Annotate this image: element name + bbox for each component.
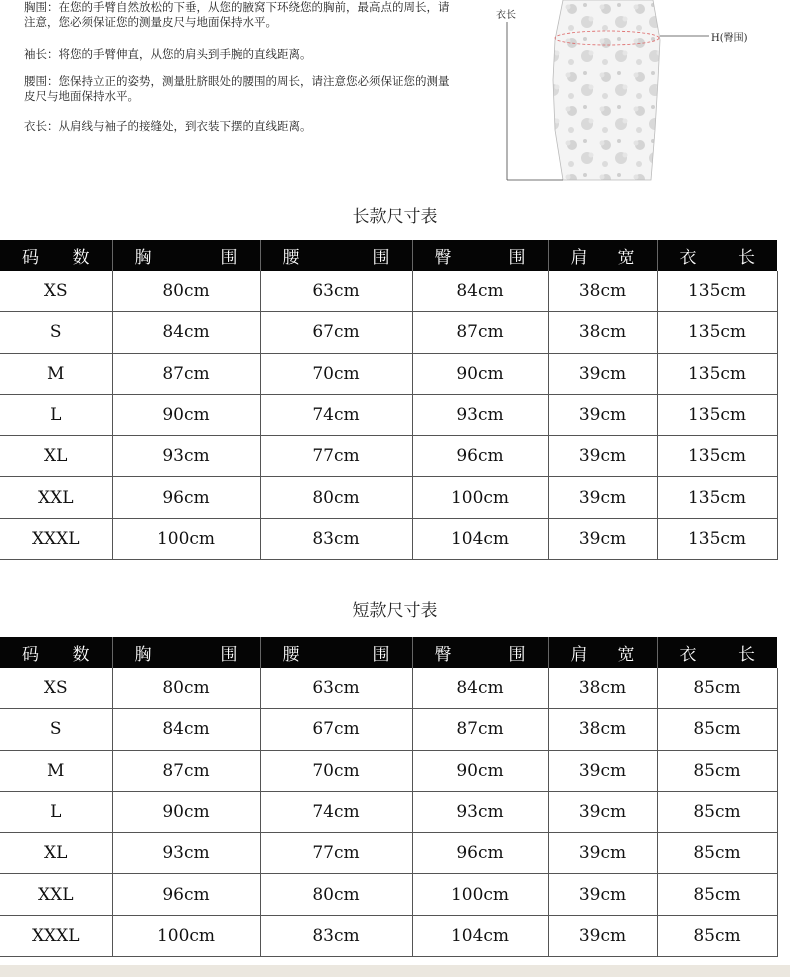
long-table-cell: XL xyxy=(0,436,112,477)
short-table-cell: 85cm xyxy=(657,791,777,832)
long-header-label xyxy=(0,243,112,268)
short-table-cell: M xyxy=(0,750,112,791)
short-header-char: 围 xyxy=(372,645,390,665)
long-table-cell: 100cm xyxy=(112,518,260,559)
short-table-cell: 38cm xyxy=(548,668,657,709)
short-table-cell: 83cm xyxy=(260,915,412,956)
short-table-cell: 38cm xyxy=(548,709,657,750)
long-table-cell: 39cm xyxy=(548,518,657,559)
long-table-cell: 90cm xyxy=(112,394,260,435)
long-table-cell: 93cm xyxy=(412,394,548,435)
long-header-label xyxy=(261,243,412,268)
short-table-cell: 39cm xyxy=(548,833,657,874)
short-table-row xyxy=(0,791,777,832)
long-table-cell: 80cm xyxy=(260,477,412,518)
long-table-cell: 39cm xyxy=(548,436,657,477)
long-table-cell: 39cm xyxy=(548,477,657,518)
short-table-cell: 93cm xyxy=(412,791,548,832)
long-header-char: 数 xyxy=(72,248,90,268)
short-header-cell xyxy=(657,637,777,668)
short-table-cell: 85cm xyxy=(657,833,777,874)
short-header-char: 宽 xyxy=(617,645,635,665)
short-header-cell xyxy=(260,637,412,668)
long-table-row xyxy=(0,477,777,518)
short-table-cell: 96cm xyxy=(112,874,260,915)
short-header-char: 衣 xyxy=(679,645,697,665)
short-table-row xyxy=(0,709,777,750)
short-header-cell xyxy=(412,637,548,668)
short-table-cell: XXXL xyxy=(0,915,112,956)
long-size-table xyxy=(0,240,778,560)
long-table-title: 长款尺寸表 xyxy=(352,207,438,227)
short-header-char: 臀 xyxy=(434,645,452,665)
long-table-cell: XS xyxy=(0,271,112,312)
long-table-cell: 104cm xyxy=(412,518,548,559)
long-header-char: 围 xyxy=(220,248,238,268)
short-table-header xyxy=(0,637,777,668)
long-header-char: 围 xyxy=(508,248,526,268)
long-table-cell: 77cm xyxy=(260,436,412,477)
short-header-cell xyxy=(112,637,260,668)
short-table-cell: 100cm xyxy=(412,874,548,915)
long-header-cell xyxy=(548,240,657,271)
short-table-title: 短款尺寸表 xyxy=(352,601,438,621)
long-table-cell: 135cm xyxy=(657,394,777,435)
long-header-label xyxy=(549,243,657,268)
short-table-row xyxy=(0,750,777,791)
long-table-cell: 63cm xyxy=(260,271,412,312)
long-header-char: 宽 xyxy=(617,248,635,268)
dress-measurement-figure xyxy=(495,0,775,190)
long-table-cell: 38cm xyxy=(548,312,657,353)
short-table-cell: 63cm xyxy=(260,668,412,709)
long-table-cell: 83cm xyxy=(260,518,412,559)
long-header-label xyxy=(113,243,260,268)
long-table-cell: 67cm xyxy=(260,312,412,353)
short-header-label xyxy=(0,640,112,665)
long-header-char: 围 xyxy=(372,248,390,268)
long-table-cell: 96cm xyxy=(112,477,260,518)
long-header-cell xyxy=(112,240,260,271)
short-table-body xyxy=(0,668,777,957)
short-header-char: 胸 xyxy=(134,645,152,665)
short-table-cell: 80cm xyxy=(260,874,412,915)
long-table-cell: 87cm xyxy=(112,353,260,394)
long-table-cell: 96cm xyxy=(412,436,548,477)
short-table-cell: XL xyxy=(0,833,112,874)
long-header-cell xyxy=(412,240,548,271)
long-table-cell: 74cm xyxy=(260,394,412,435)
long-table-cell: 90cm xyxy=(412,353,548,394)
short-table-cell: 87cm xyxy=(412,709,548,750)
long-table-row xyxy=(0,271,777,312)
short-header-cell xyxy=(0,637,112,668)
short-header-char: 数 xyxy=(72,645,90,665)
short-header-label xyxy=(658,640,778,665)
chest-instruction xyxy=(24,0,454,30)
short-table-cell: 96cm xyxy=(412,833,548,874)
short-table-row xyxy=(0,668,777,709)
short-header-char: 长 xyxy=(738,645,755,665)
waist-instruction-text: 腰围：您保持立正的姿势，测量肚脐眼处的腰围的周长，请注意您必须保证您的测量皮尺与地面保持水平。 xyxy=(24,74,450,103)
long-table-cell: 38cm xyxy=(548,271,657,312)
long-table-cell: 87cm xyxy=(412,312,548,353)
long-header-cell xyxy=(260,240,412,271)
short-size-table xyxy=(0,637,778,957)
long-header-char: 胸 xyxy=(134,248,152,268)
sleeve-instruction xyxy=(24,47,454,62)
long-header-label xyxy=(658,243,778,268)
length-label: 衣长 xyxy=(496,10,516,21)
chest-instruction-text: 胸围：在您的手臂自然放松的下垂，从您的腋窝下环绕您的胸前，最高点的周长，请注意，您必须保证您的测量皮尺与地面保持水平。 xyxy=(24,0,450,29)
long-table-row xyxy=(0,518,777,559)
long-table-cell: XXL xyxy=(0,477,112,518)
long-header-cell xyxy=(0,240,112,271)
long-table-cell: S xyxy=(0,312,112,353)
short-table-cell: 90cm xyxy=(112,791,260,832)
long-table-cell: 135cm xyxy=(657,271,777,312)
short-header-char: 腰 xyxy=(282,645,300,665)
short-table-cell: 39cm xyxy=(548,874,657,915)
long-header-cell xyxy=(657,240,777,271)
short-header-char: 围 xyxy=(508,645,526,665)
long-table-row xyxy=(0,436,777,477)
short-table-cell: 85cm xyxy=(657,668,777,709)
long-table-row xyxy=(0,394,777,435)
long-table-cell: 93cm xyxy=(112,436,260,477)
short-table-cell: 84cm xyxy=(112,709,260,750)
long-table-cell: L xyxy=(0,394,112,435)
waist-instruction xyxy=(24,74,454,104)
long-header-label xyxy=(413,243,548,268)
long-table-cell: 135cm xyxy=(657,518,777,559)
long-header-char: 衣 xyxy=(679,248,697,268)
long-header-char: 长 xyxy=(738,248,755,268)
long-table-cell: 135cm xyxy=(657,353,777,394)
short-table-cell: 85cm xyxy=(657,709,777,750)
short-table-cell: 100cm xyxy=(112,915,260,956)
short-header-label xyxy=(549,640,657,665)
short-header-label xyxy=(413,640,548,665)
long-table-row xyxy=(0,312,777,353)
long-table-cell: 39cm xyxy=(548,353,657,394)
long-header-char: 肩 xyxy=(570,248,588,268)
long-table-cell: 70cm xyxy=(260,353,412,394)
long-table-cell: 100cm xyxy=(412,477,548,518)
short-header-char: 码 xyxy=(22,645,39,665)
short-table-cell: 80cm xyxy=(112,668,260,709)
short-table-row xyxy=(0,833,777,874)
short-table-cell: 84cm xyxy=(412,668,548,709)
long-table-cell: 39cm xyxy=(548,394,657,435)
short-table-cell: 104cm xyxy=(412,915,548,956)
long-header-char: 码 xyxy=(22,248,39,268)
short-table-cell: 85cm xyxy=(657,750,777,791)
long-table-cell: 84cm xyxy=(112,312,260,353)
short-table-cell: 77cm xyxy=(260,833,412,874)
short-table-cell: 39cm xyxy=(548,791,657,832)
short-table-cell: 70cm xyxy=(260,750,412,791)
short-table-cell: 85cm xyxy=(657,915,777,956)
long-table-cell: M xyxy=(0,353,112,394)
short-header-cell xyxy=(548,637,657,668)
short-table-cell: XXL xyxy=(0,874,112,915)
long-table-cell: 135cm xyxy=(657,436,777,477)
long-header-char: 腰 xyxy=(282,248,300,268)
sleeve-instruction-text: 袖长：将您的手臂伸直，从您的肩头到手腕的直线距离。 xyxy=(24,47,312,61)
long-table-cell: XXXL xyxy=(0,518,112,559)
long-table-cell: 84cm xyxy=(412,271,548,312)
short-table-cell: 85cm xyxy=(657,874,777,915)
short-table-row xyxy=(0,915,777,956)
short-table-row xyxy=(0,874,777,915)
short-table-cell: 39cm xyxy=(548,915,657,956)
long-header-char: 臀 xyxy=(434,248,452,268)
short-table-cell: L xyxy=(0,791,112,832)
length-instruction-text: 衣长：从肩线与袖子的接缝处，到衣装下摆的直线距离。 xyxy=(24,119,312,133)
short-table-cell: 74cm xyxy=(260,791,412,832)
short-table-cell: 90cm xyxy=(412,750,548,791)
long-table-header xyxy=(0,240,777,271)
short-table-cell: S xyxy=(0,709,112,750)
short-header-char: 肩 xyxy=(570,645,588,665)
short-table-cell: 39cm xyxy=(548,750,657,791)
short-header-char: 围 xyxy=(220,645,238,665)
short-table-cell: 93cm xyxy=(112,833,260,874)
short-table-cell: XS xyxy=(0,668,112,709)
footer-band xyxy=(0,965,790,977)
short-header-label xyxy=(261,640,412,665)
long-table-row xyxy=(0,353,777,394)
long-table-cell: 80cm xyxy=(112,271,260,312)
long-table-body xyxy=(0,271,777,560)
long-table-cell: 135cm xyxy=(657,477,777,518)
long-table-cell: 135cm xyxy=(657,312,777,353)
short-table-cell: 87cm xyxy=(112,750,260,791)
short-table-cell: 67cm xyxy=(260,709,412,750)
length-instruction xyxy=(24,119,454,134)
hip-label: H(臀围) xyxy=(711,33,748,44)
short-header-label xyxy=(113,640,260,665)
